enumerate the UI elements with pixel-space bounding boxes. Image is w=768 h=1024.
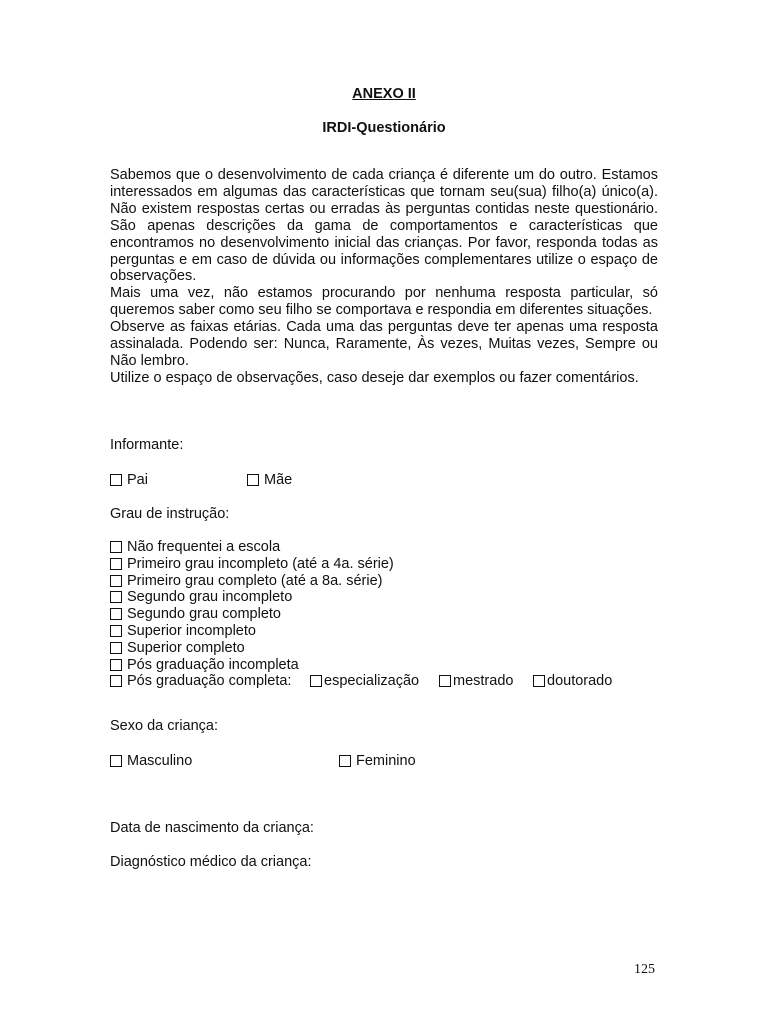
education-label: Grau de instrução: (110, 506, 230, 522)
intro-paragraph-2: Mais uma vez, não estamos procurando por nenhuma resposta particular, só queremos saber como seu filho se comportava e respondia em diferentes situações. (110, 285, 658, 319)
checkbox[interactable] (110, 541, 122, 553)
sex-option-masculino[interactable]: Masculino (110, 753, 192, 770)
checkbox[interactable] (110, 659, 122, 671)
page-number: 125 (634, 962, 655, 977)
checkbox[interactable] (110, 474, 122, 486)
sex-label: Sexo da criança: (110, 718, 219, 734)
education-option[interactable]: Não frequentei a escola (110, 539, 280, 556)
education-option[interactable]: Pós graduação incompleta (110, 657, 299, 674)
intro-paragraph-4: Utilize o espaço de observações, caso deseje dar exemplos ou fazer comentários. (110, 369, 639, 386)
education-option[interactable]: Segundo grau completo (110, 606, 281, 623)
checkbox[interactable] (339, 755, 351, 767)
education-option[interactable]: Segundo grau incompleto (110, 589, 292, 606)
checkbox[interactable] (110, 642, 122, 654)
education-option[interactable]: Superior incompleto (110, 623, 256, 640)
checkbox[interactable] (439, 675, 451, 687)
education-option[interactable]: Primeiro grau incompleto (até a 4a. série) (110, 556, 394, 573)
annex-title: ANEXO II (352, 86, 416, 102)
checkbox[interactable] (110, 608, 122, 620)
intro-paragraph-3: Observe as faixas etárias. Cada uma das perguntas deve ter apenas uma resposta assinalada. Podendo ser: Nunca, Raramente, Às vezes, Muitas vezes, Sempre ou Não lembro. (110, 319, 658, 369)
postgrad-option-especializacao[interactable]: especialização (310, 673, 419, 690)
checkbox[interactable] (110, 575, 122, 587)
questionnaire-title: IRDI-Questionário (322, 120, 446, 136)
informant-option-mae[interactable]: Mãe (247, 472, 292, 489)
intro-paragraph-1: Sabemos que o desenvolvimento de cada criança é diferente um do outro. Estamos interessados em algumas das características que tornam seu(sua) filho(a) único(a). Não existem respostas certas ou erradas às perguntas contidas neste questionário. São apenas descrições da gama de comportamentos e características que encontramos no desenvolvimento inicial das crianças. Por favor, responda todas as perguntas e em caso de dúvida ou informações complementares utilize o espaço de observações. (110, 167, 658, 285)
birthdate-field-label: Data de nascimento da criança: (110, 820, 314, 836)
education-option[interactable]: Pós graduação completa: (110, 673, 291, 690)
checkbox[interactable] (110, 625, 122, 637)
postgrad-option-mestrado[interactable]: mestrado (439, 673, 513, 690)
informant-option-pai[interactable]: Pai (110, 472, 148, 489)
sex-option-feminino[interactable]: Feminino (339, 753, 416, 770)
checkbox[interactable] (110, 675, 122, 687)
checkbox[interactable] (110, 558, 122, 570)
diagnosis-field-label: Diagnóstico médico da criança: (110, 854, 312, 870)
postgrad-option-doutorado[interactable]: doutorado (533, 673, 612, 690)
education-option[interactable]: Primeiro grau completo (até a 8a. série) (110, 573, 382, 590)
checkbox[interactable] (110, 755, 122, 767)
checkbox[interactable] (533, 675, 545, 687)
checkbox[interactable] (310, 675, 322, 687)
education-option[interactable]: Superior completo (110, 640, 245, 657)
checkbox[interactable] (247, 474, 259, 486)
informant-label: Informante: (110, 437, 184, 453)
checkbox[interactable] (110, 591, 122, 603)
intro-text (110, 167, 658, 387)
